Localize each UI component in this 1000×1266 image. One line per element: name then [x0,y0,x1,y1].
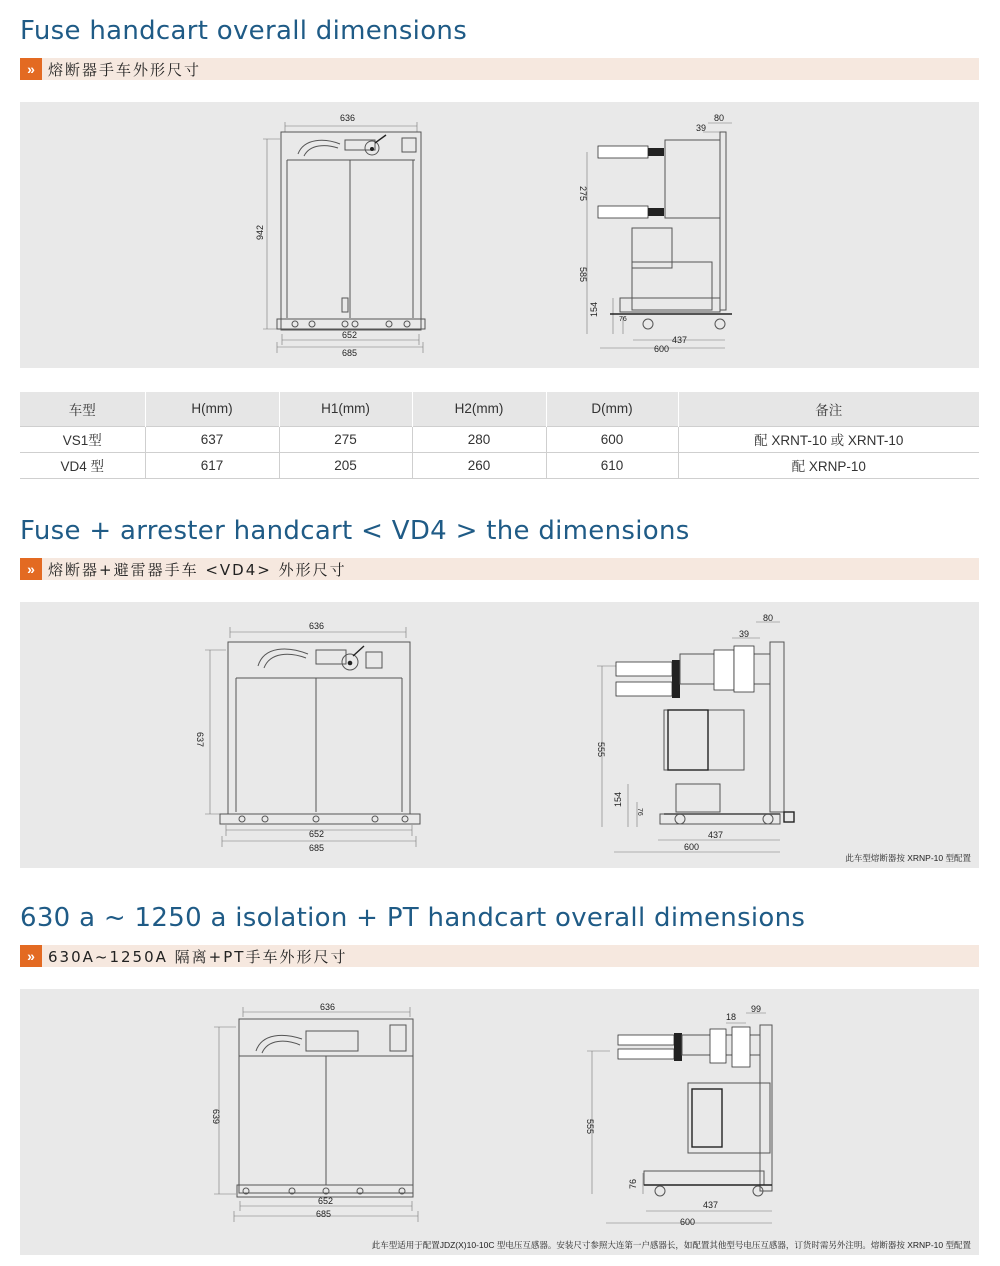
table-header: D(mm) [546,392,678,426]
section2-side-view [596,613,794,852]
s1-front-dim-652: 652 [342,330,358,340]
table-row [20,452,979,478]
s2-front-dim-652: 652 [309,829,325,839]
s2-side-dim-437: 437 [708,830,724,840]
s1-side-dim-585: 585 [578,267,588,283]
s3-side-dim-76: 76 [628,1178,638,1189]
s2-side-dim-39: 39 [739,629,750,639]
s2-side-dim-80: 80 [763,613,774,623]
s2-side-dim-555: 555 [596,742,606,758]
section3-note: 此车型适用于配置JDZ(X)10-10C 型电压互感器。安装尺寸参照大连第一户感器长，如配置其他型号电压互感器，订货时需另外注明。熔断器按 XRNP-10 型配置 [371,1240,971,1250]
s1-front-dim-685: 685 [342,348,358,358]
section1-subtitle: 熔断器手车外形尺寸 [48,60,202,79]
table-row [20,426,979,452]
s1-side-dim-80: 80 [714,113,725,123]
section2-front-view [195,621,420,853]
section1-subtitle-bar [20,58,979,80]
table-header: H2(mm) [412,392,546,426]
spec-table [20,392,979,479]
section1-drawings [20,102,979,368]
chevron-right-icon: » [20,945,42,967]
s3-side-dim-555: 555 [585,1119,595,1135]
section2-note: 此车型熔断器按 XRNP-10 型配置 [845,853,971,863]
s3-front-dim-636: 636 [320,1002,336,1012]
table-cell: 260 [412,452,546,478]
table-header: 车型 [20,392,145,426]
s1-front-dim-636: 636 [340,113,356,123]
table-header-row [20,392,979,426]
s2-side-dim-154: 154 [613,791,623,807]
table-cell: 637 [145,426,279,452]
s2-side-dim-600: 600 [684,842,700,852]
s1-side-dim-275: 275 [578,186,588,202]
section2-subtitle-bar [20,558,979,580]
section2-title: Fuse + arrester handcart < VD4 > the dimensions [20,516,690,546]
s3-side-dim-18: 18 [726,1012,737,1022]
s2-front-dim-636: 636 [309,621,325,631]
table-cell: 配 XRNT-10 或 XRNT-10 [678,426,979,452]
table-cell: 275 [279,426,412,452]
section2-drawing-panel [20,602,979,868]
section3-subtitle: 630A~1250A 隔离+PT手车外形尺寸 [48,947,348,966]
table-cell: 610 [546,452,678,478]
table-header: H(mm) [145,392,279,426]
table-cell: 280 [412,426,546,452]
s1-side-dim-76: 76 [619,316,627,323]
s3-front-dim-652: 652 [318,1196,334,1206]
table-cell: 600 [546,426,678,452]
chevron-right-icon: » [20,58,42,80]
table-cell: VS1型 [20,426,145,452]
section3-side-view [585,1004,772,1227]
table-cell: VD4 型 [20,452,145,478]
section1-drawing-panel [20,102,979,368]
section3-front-view [211,1002,418,1222]
s2-side-dim-76: 76 [636,808,643,816]
s1-side-dim-154: 154 [589,301,599,317]
table-cell: 617 [145,452,279,478]
s3-side-dim-99: 99 [751,1004,762,1014]
section3-drawing-panel [20,989,979,1255]
section3-subtitle-bar [20,945,979,967]
table-header: H1(mm) [279,392,412,426]
section2-subtitle: 熔断器+避雷器手车 <VD4> 外形尺寸 [48,560,347,579]
table-header: 备注 [678,392,979,426]
chevron-right-icon: » [20,558,42,580]
s1-side-dim-39: 39 [696,123,707,133]
table-cell: 配 XRNP-10 [678,452,979,478]
s2-front-dim-637: 637 [195,732,205,748]
s2-front-dim-685: 685 [309,843,325,853]
section3-title: 630 a ~ 1250 a isolation + PT handcart overall dimensions [20,903,806,933]
section1-title: Fuse handcart overall dimensions [20,16,468,46]
s3-front-dim-639: 639 [211,1109,221,1125]
s3-front-dim-685: 685 [316,1209,332,1219]
section1-front-view [255,113,425,358]
s1-front-dim-942: 942 [255,224,265,240]
table-cell: 205 [279,452,412,478]
s1-side-dim-600: 600 [654,344,670,354]
s1-side-dim-437: 437 [672,335,688,345]
section3-drawings [20,989,979,1255]
s3-side-dim-600: 600 [680,1217,696,1227]
section2-drawings [20,602,979,868]
section1-side-view [578,113,732,354]
s3-side-dim-437: 437 [703,1200,719,1210]
